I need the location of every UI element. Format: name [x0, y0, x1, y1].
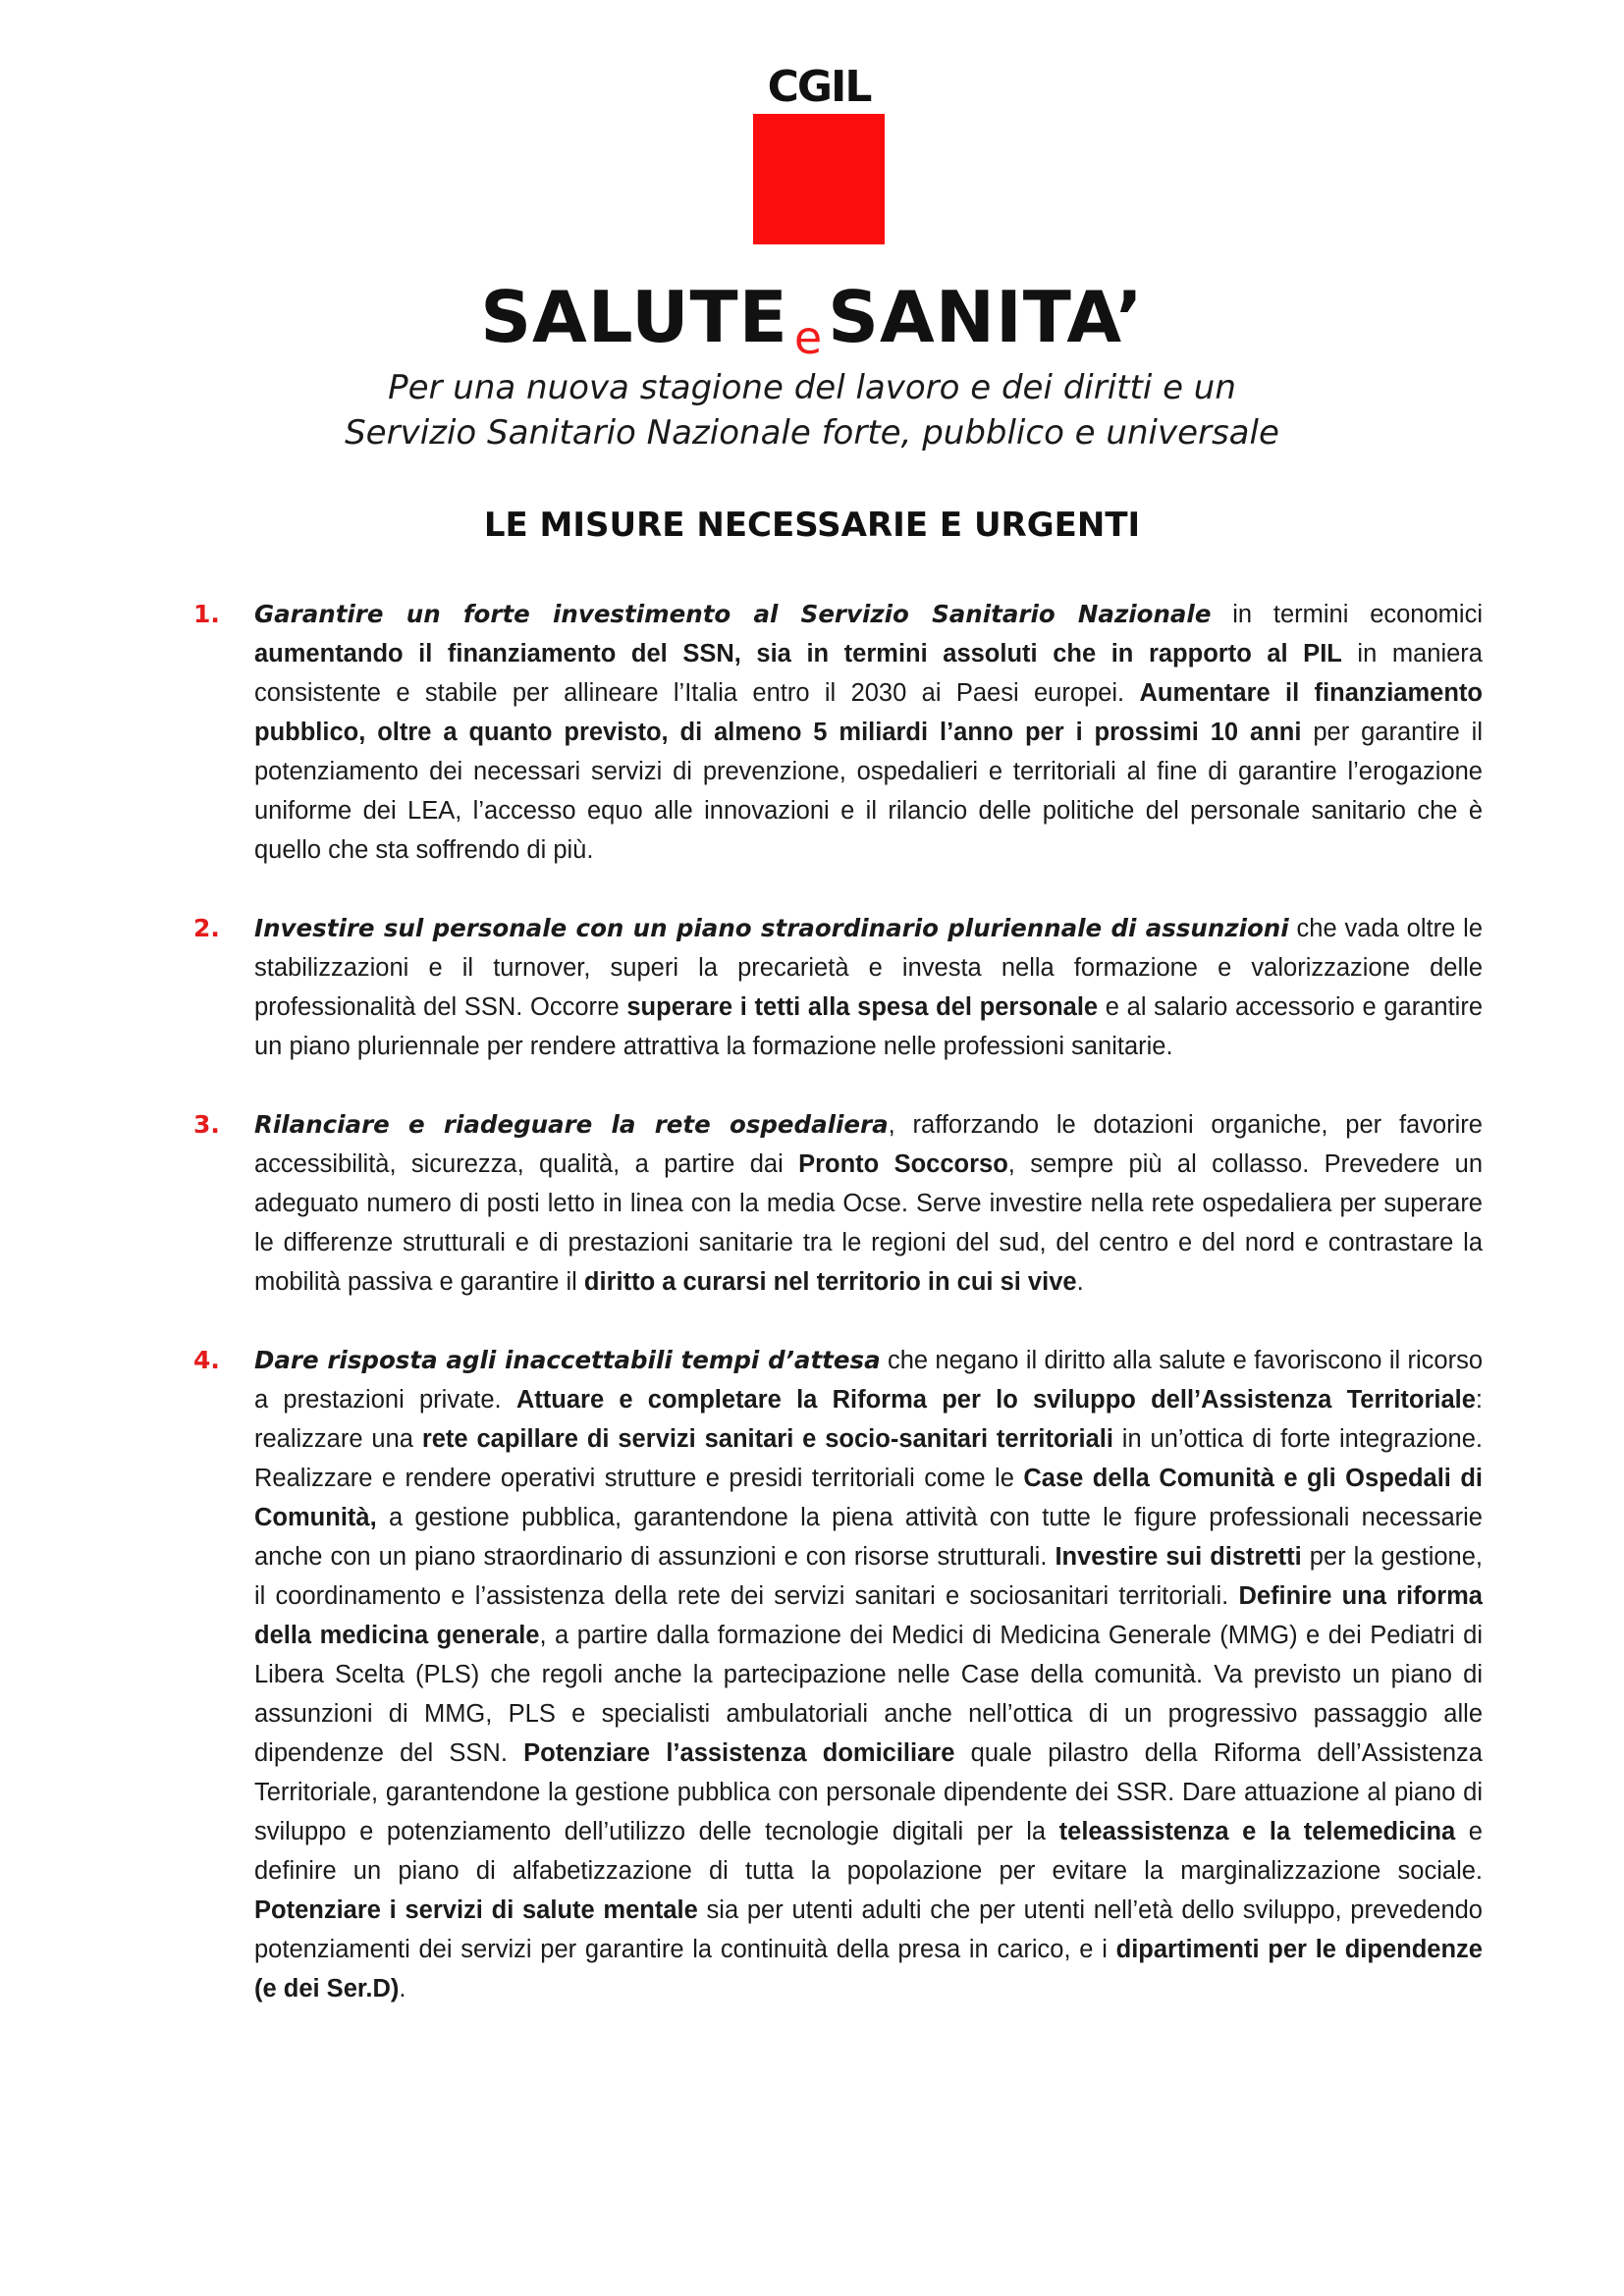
text-run: per garantire il potenziamento dei necessari servizi di prevenzione, ospedalieri e territoriali al fine di garantire l’erogazione uniforme dei LEA, l’accesso equo alle innovazioni e il rilancio delle politiche del personale sanitario che è quello che sta soffrendo di più.: [254, 719, 1483, 864]
lead-phrase: Garantire un forte investimento al Servizio Sanitario Nazionale: [254, 600, 1212, 628]
measure-number: 1.: [193, 600, 220, 628]
measure-text: [254, 1341, 1483, 2008]
text-run: in maniera consistente e stabile per allineare l’Italia entro il 2030 ai Paesi europei.: [254, 640, 1483, 707]
lead-phrase: Dare risposta agli inaccettabili tempi d’attesa: [254, 1346, 881, 1374]
lead-phrase: Investire sul personale con un piano straordinario pluriennale di assunzioni: [254, 914, 1289, 942]
measure-number: 2.: [193, 914, 220, 942]
text-run: a gestione pubblica, garantendone la piena attività con tutte le figure professionali necessarie anche con un piano straordinario di assunzioni e con risorse strutturali.: [254, 1504, 1483, 1571]
logo-red-square: [753, 114, 885, 244]
measure-item-3: [193, 1105, 1483, 1302]
section-heading: LE MISURE NECESSARIE E URGENTI: [483, 506, 1141, 545]
text-run: per la gestione, il coordinamento e l’assistenza della rete dei servizi sanitari e sociosanitari territoriali.: [254, 1543, 1484, 1610]
measures-list: [193, 595, 1483, 2048]
lead-phrase: Rilanciare e riadeguare la rete ospedaliera: [254, 1110, 889, 1139]
text-run: e definire un piano di alfabetizzazione di tutta la popolazione per evitare la marginalizzazione sociale.: [254, 1818, 1483, 1885]
text-run: sia per utenti adulti che per utenti nell’età dello sviluppo, prevedendo potenziamenti dei servizi per garantire la continuità della presa in carico, e i: [254, 1896, 1483, 1963]
bold-phrase: Case della Comunità e gli Ospedali di Comunità,: [254, 1465, 1483, 1531]
measure-number: 4.: [193, 1346, 220, 1374]
text-run: .: [1076, 1268, 1084, 1296]
measure-item-1: [193, 595, 1483, 870]
text-run: in un’ottica di forte integrazione. Realizzare e rendere operativi strutture e presidi territoriali come le: [254, 1425, 1483, 1492]
text-run: quale pilastro della Riforma dell’Assistenza Territoriale, garantendone la gestione pubblica con personale dipendente dei SSR. Dare attuazione al piano di sviluppo e potenziamento dell’utilizzo delle tecnologie digitali per la: [254, 1739, 1483, 1845]
bold-phrase: teleassistenza e la telemedicina: [1058, 1818, 1456, 1845]
text-run: , a partire dalla formazione dei Medici di Medicina Generale (MMG) e dei Pediatri di Libera Scelta (PLS) che regoli anche la partecipazione nelle Case della comunità. Va previsto un piano di assunzioni di MMG, PLS e specialisti ambulatoriali anche nell’ottica di un progressivo passaggio alle dipendenze del SSN.: [254, 1622, 1483, 1767]
text-run: che negano il diritto alla salute e favoriscono il ricorso a prestazioni private.: [254, 1347, 1483, 1414]
measure-text: [254, 909, 1483, 1066]
logo-text: CGIL: [767, 62, 871, 112]
bold-phrase: diritto a curarsi nel territorio in cui si vive: [583, 1268, 1077, 1296]
measure-text: [254, 1105, 1483, 1302]
title-part-1: SALUTE: [480, 276, 788, 358]
bold-phrase: aumentando il finanziamento del SSN, sia in termini assoluti che in rapporto al PIL: [254, 640, 1342, 667]
bold-phrase: Definire una riforma della medicina generale: [254, 1582, 1483, 1649]
measure-text: [254, 595, 1483, 870]
bold-phrase: rete capillare di servizi sanitari e socio-sanitari territoriali: [421, 1425, 1113, 1453]
measure-item-4: [193, 1341, 1483, 2008]
bold-phrase: Attuare e completare la Riforma per lo sviluppo dell’Assistenza Territoriale: [515, 1386, 1476, 1414]
bold-phrase: Aumentare il finanziamento pubblico, oltre a quanto previsto, di almeno 5 miliardi l’anno per i prossimi 10 anni: [254, 679, 1483, 746]
title-part-2: SANITA’: [828, 276, 1144, 358]
document-title: [0, 273, 1624, 370]
text-run: : realizzare una: [254, 1386, 1484, 1453]
bold-phrase: dipartimenti per le dipendenze (e dei Ser.D): [254, 1936, 1483, 2002]
bold-phrase: Potenziare i servizi di salute mentale: [254, 1896, 698, 1924]
bold-phrase: superare i tetti alla spesa del personale: [626, 993, 1099, 1021]
cgil-logo: [753, 63, 885, 244]
subtitle-line-1: Per una nuova stagione del lavoro e dei diritti e un: [388, 368, 1236, 407]
text-run: .: [399, 1975, 406, 2002]
bold-phrase: Potenziare l’assistenza domiciliare: [523, 1739, 955, 1767]
measure-item-2: [193, 909, 1483, 1066]
text-run: e al salario accessorio e garantire un piano pluriennale per rendere attrattiva la formazione nelle professioni sanitarie.: [254, 993, 1484, 1060]
text-run: in termini economici: [1211, 601, 1483, 628]
title-connector: e: [793, 311, 823, 364]
bold-phrase: Pronto Soccorso: [798, 1150, 1008, 1178]
text-run: , rafforzando le dotazioni organiche, per favorire accessibilità, sicurezza, qualità, a partire dai: [254, 1111, 1483, 1178]
text-run: , sempre più al collasso. Prevedere un adeguato numero di posti letto in linea con la media Ocse. Serve investire nella rete ospedaliera per superare le differenze strutturali e di prestazioni sanitarie tra le regioni del sud, del centro e del nord e contrastare la mobilità passiva e garantire il: [254, 1150, 1483, 1296]
bold-phrase: Investire sui distretti: [1055, 1543, 1302, 1571]
subtitle-line-2: Servizio Sanitario Nazionale forte, pubblico e universale: [345, 413, 1279, 453]
document-subtitle: [0, 365, 1624, 455]
text-run: che vada oltre le stabilizzazioni e il turnover, superi la precarietà e investa nella formazione e valorizzazione delle professionalità del SSN. Occorre: [254, 915, 1483, 1021]
measure-number: 3.: [193, 1110, 220, 1139]
